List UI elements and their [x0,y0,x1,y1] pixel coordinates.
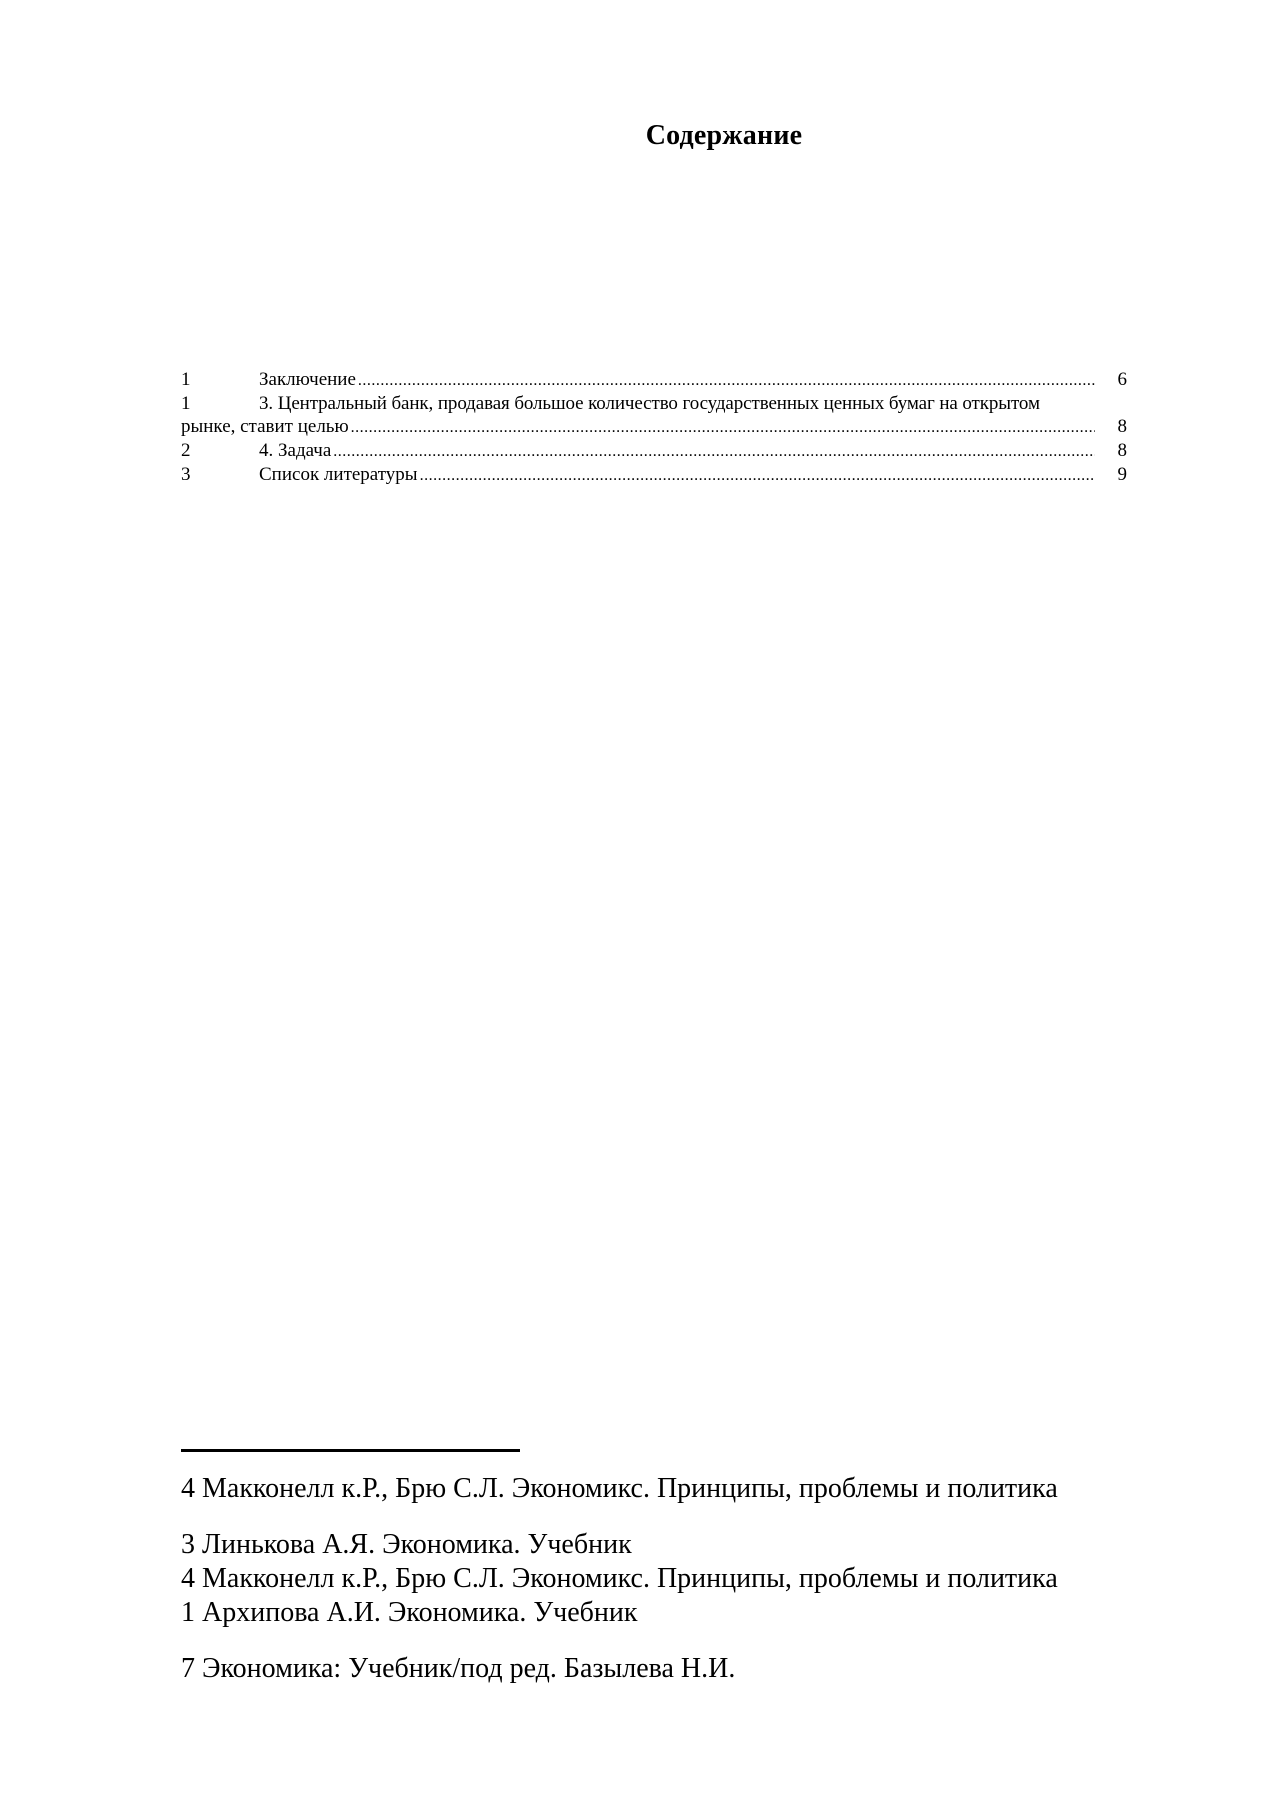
toc-entry-label: Список литературы [259,464,418,485]
toc-entry-page: 8 [1117,440,1127,461]
toc-entry-number: 2 [181,440,191,461]
footnote: 4 Макконелл к.Р., Брю С.Л. Экономикс. Принципы, проблемы и политика [181,1473,1058,1504]
toc-dot-leader [333,440,1095,463]
toc-entry-page: 9 [1117,464,1127,485]
toc-entry-page: 6 [1117,369,1127,390]
footnote: 1 Архипова А.И. Экономика. Учебник [181,1597,638,1628]
toc-dot-leader [351,416,1095,439]
footnote: 3 Линькова А.Я. Экономика. Учебник [181,1529,632,1560]
toc-entry-number: 1 [181,369,191,390]
toc-entry[interactable] [181,392,1131,439]
footnote-separator [181,1449,520,1452]
toc-entry-number: 3 [181,464,191,485]
toc-entry-page: 8 [1117,416,1127,437]
table-of-contents [181,368,1131,487]
toc-entry[interactable] [181,439,1131,463]
footnote: 7 Экономика: Учебник/под ред. Базылева Н.И. [181,1653,736,1684]
toc-entry[interactable] [181,463,1131,487]
toc-entry-label: 4. Задача [259,440,332,461]
toc-dot-leader [420,464,1095,487]
toc-entry-label-continuation: рынке, ставит целью [181,416,349,437]
footnote: 4 Макконелл к.Р., Брю С.Л. Экономикс. Принципы, проблемы и политика [181,1563,1058,1594]
toc-entry-label: Заключение [259,369,356,390]
toc-entry-label: 3. Центральный банк, продавая большое количество государственных ценных бумаг на открытом [259,393,1040,414]
toc-entry[interactable] [181,368,1131,392]
footnotes [181,1472,1181,1686]
toc-dot-leader [358,369,1095,392]
toc-entry-number: 1 [181,393,191,414]
page-title: Содержание [645,120,803,151]
